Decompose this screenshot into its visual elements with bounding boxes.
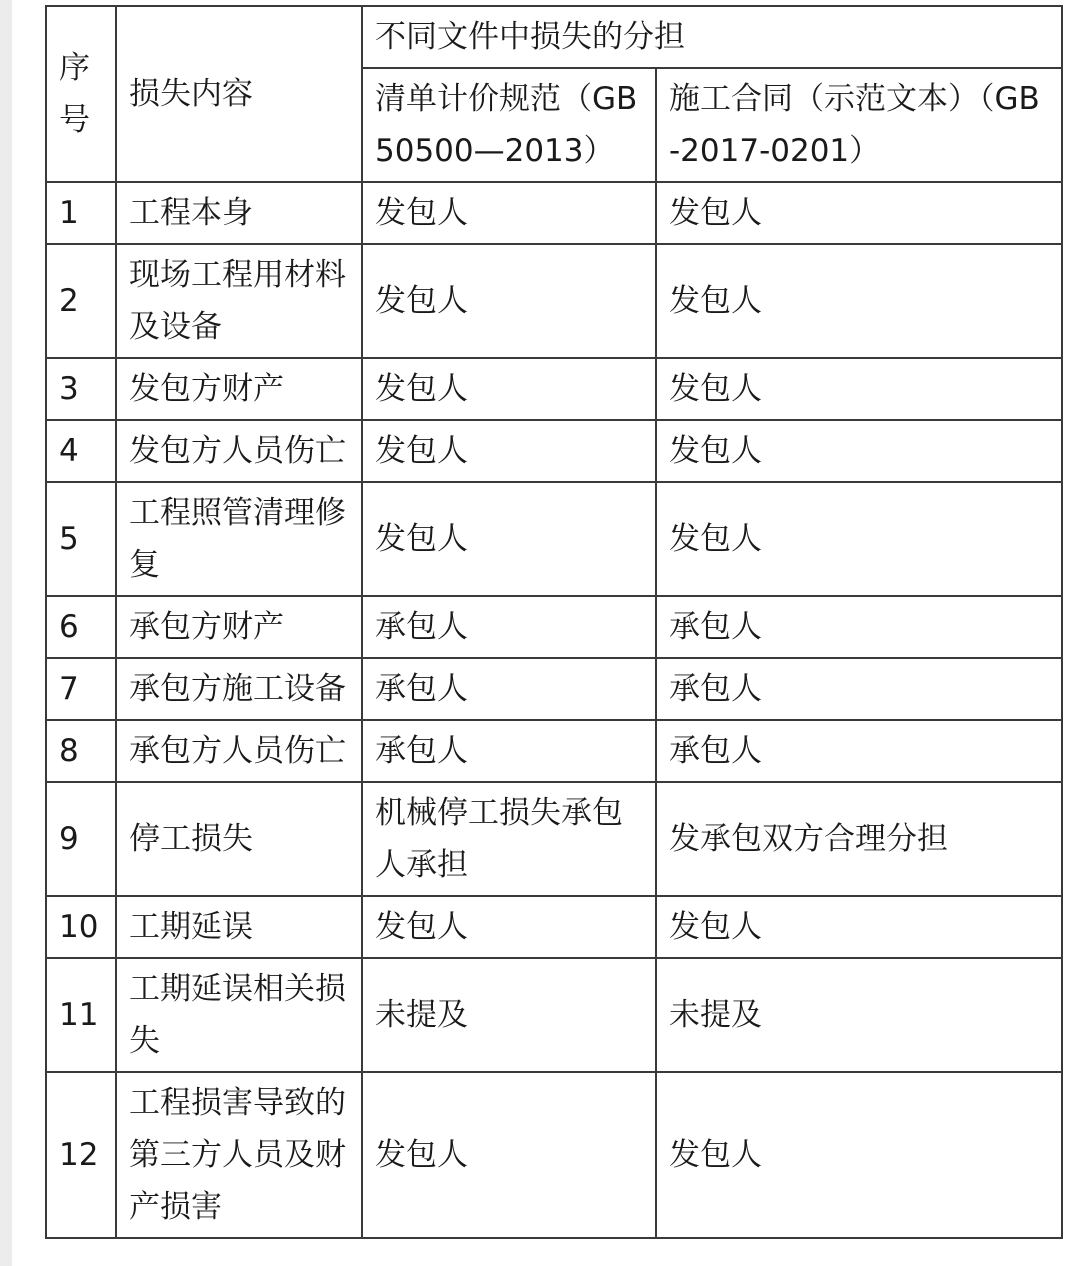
row-content: 发包方人员伤亡: [116, 420, 362, 482]
row-number: 3: [46, 358, 116, 420]
header-col-b: 施工合同（示范文本）（GB-2017-0201）: [656, 68, 1062, 182]
row-content: 发包方财产: [116, 358, 362, 420]
row-number: 4: [46, 420, 116, 482]
row-number: 1: [46, 182, 116, 244]
table-row: [46, 358, 1062, 420]
document-page: [45, 5, 1061, 1239]
row-gb-spec: 发包人: [362, 1072, 656, 1238]
header-content: 损失内容: [116, 6, 362, 182]
row-number: 8: [46, 720, 116, 782]
row-contract-template: 未提及: [656, 958, 1062, 1072]
table-row: [46, 782, 1062, 896]
table-row: [46, 596, 1062, 658]
row-gb-spec: 承包人: [362, 596, 656, 658]
row-number: 12: [46, 1072, 116, 1238]
row-contract-template: 发包人: [656, 182, 1062, 244]
row-gb-spec: 发包人: [362, 482, 656, 596]
row-number: 6: [46, 596, 116, 658]
table-row: [46, 658, 1062, 720]
row-content: 工程损害导致的第三方人员及财产损害: [116, 1072, 362, 1238]
row-content: 承包方财产: [116, 596, 362, 658]
loss-allocation-table: [45, 5, 1063, 1239]
row-content: 工程本身: [116, 182, 362, 244]
table-row: [46, 896, 1062, 958]
row-contract-template: 发包人: [656, 482, 1062, 596]
row-gb-spec: 承包人: [362, 720, 656, 782]
row-content: 工期延误: [116, 896, 362, 958]
row-gb-spec: 机械停工损失承包人承担: [362, 782, 656, 896]
row-number: 10: [46, 896, 116, 958]
row-contract-template: 发承包双方合理分担: [656, 782, 1062, 896]
table-body: [46, 182, 1062, 1238]
table-row: [46, 1072, 1062, 1238]
row-content: 现场工程用材料及设备: [116, 244, 362, 358]
row-number: 11: [46, 958, 116, 1072]
left-margin-strip: [0, 0, 12, 1266]
row-number: 5: [46, 482, 116, 596]
header-no: 序号: [46, 6, 116, 182]
row-number: 7: [46, 658, 116, 720]
row-contract-template: 发包人: [656, 358, 1062, 420]
header-col-a: 清单计价规范（GB 50500—2013）: [362, 68, 656, 182]
header-row: [46, 6, 1062, 68]
row-gb-spec: 发包人: [362, 182, 656, 244]
row-contract-template: 发包人: [656, 244, 1062, 358]
row-content: 工程照管清理修复: [116, 482, 362, 596]
row-content: 工期延误相关损失: [116, 958, 362, 1072]
row-gb-spec: 发包人: [362, 896, 656, 958]
row-contract-template: 发包人: [656, 420, 1062, 482]
table-row: [46, 482, 1062, 596]
table-row: [46, 720, 1062, 782]
row-gb-spec: 发包人: [362, 244, 656, 358]
row-number: 9: [46, 782, 116, 896]
row-gb-spec: 发包人: [362, 420, 656, 482]
table-row: [46, 182, 1062, 244]
row-content: 停工损失: [116, 782, 362, 896]
table-row: [46, 420, 1062, 482]
row-contract-template: 承包人: [656, 596, 1062, 658]
row-content: 承包方施工设备: [116, 658, 362, 720]
row-contract-template: 发包人: [656, 1072, 1062, 1238]
header-group: 不同文件中损失的分担: [362, 6, 1062, 68]
row-contract-template: 发包人: [656, 896, 1062, 958]
table-row: [46, 958, 1062, 1072]
row-gb-spec: 未提及: [362, 958, 656, 1072]
row-content: 承包方人员伤亡: [116, 720, 362, 782]
row-gb-spec: 发包人: [362, 358, 656, 420]
table-row: [46, 244, 1062, 358]
row-contract-template: 承包人: [656, 658, 1062, 720]
row-gb-spec: 承包人: [362, 658, 656, 720]
row-contract-template: 承包人: [656, 720, 1062, 782]
row-number: 2: [46, 244, 116, 358]
